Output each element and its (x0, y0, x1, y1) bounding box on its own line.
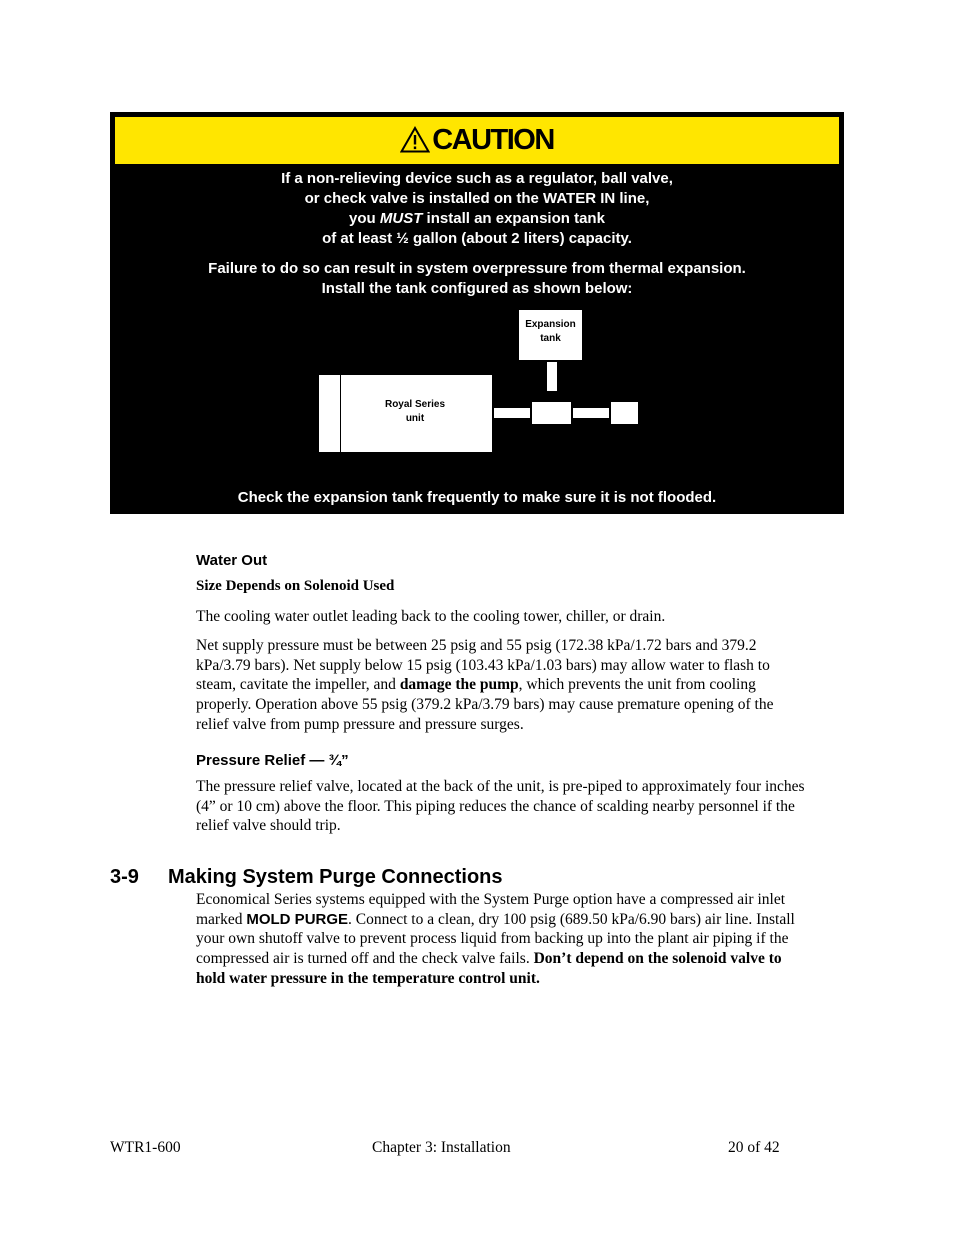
water-out-paragraph-1: The cooling water outlet leading back to the cooling tower, chiller, or drain. (196, 608, 666, 625)
pressure-relief-heading: Pressure Relief — ¾” (196, 752, 349, 769)
warning-triangle-icon (400, 126, 430, 153)
pipe-end-fitting (610, 401, 639, 425)
caution-title: CAUTION (432, 124, 554, 156)
water-out-paragraph-2: Net supply pressure must be between 25 psig and 55 psig (172.38 kPa/1.72 bars and 379.2 kPa/3.79 bars). Net supply below 15 psig (103.43 kPa/1.03 bars) may allow water to flash to steam, cavitate the impeller, and damage the pump, which prevents the unit from cooling properly. Operation above 55 psig (379.2 kPa/3.79 bars) may cause premature opening of the relief valve from pump pressure and pressure surges. (196, 637, 774, 733)
caution-banner (115, 117, 839, 164)
pipe-segment-right (572, 407, 610, 419)
damage-pump-emphasis: damage the pump (399, 676, 519, 694)
caution-bottom-note: Check the expansion tank frequently to make sure it is not flooded. (237, 489, 717, 506)
expansion-tank-label: Expansion tank (525, 319, 576, 344)
tank-riser-pipe (546, 361, 558, 392)
footer-chapter: Chapter 3: Installation (372, 1139, 511, 1156)
caution-line-5: Failure to do so can result in system overpressure from thermal expansion. (208, 260, 746, 277)
tee-fitting (531, 401, 572, 425)
section-title: Making System Purge Connections (168, 866, 503, 888)
caution-line-3: you MUST install an expansion tank (349, 210, 605, 227)
section-number: 3-9 (110, 866, 139, 888)
water-out-heading: Water Out (196, 552, 268, 569)
caution-line-2: or check valve is installed on the WATER IN line, (304, 190, 650, 207)
caution-line-1: If a non-relieving device such as a regulator, ball valve, (281, 170, 673, 187)
pressure-relief-paragraph: The pressure relief valve, located at the back of the unit, is pre-piped to approximately four inches (4” or 10 cm) above the floor. This piping reduces the chance of scalding nearby personnel if the relief valve should trip. (196, 778, 805, 835)
royal-series-unit-label: Royal Series unit (384, 399, 446, 424)
water-out-subheading: Size Depends on Solenoid Used (196, 578, 395, 594)
caution-box (110, 112, 844, 514)
caution-line-6: Install the tank configured as shown below: (321, 280, 633, 297)
unit-divider-line (340, 375, 341, 452)
section-paragraph: Economical Series systems equipped with the System Purge option have a compressed air inlet marked MOLD PURGE. Connect to a clean, dry 100 psig (689.50 kPa/6.90 bars) air line. Install your own shutoff valve to prevent process liquid from backing up into the plant air piping if the compressed air is turned off and the check valve fails. Don’t depend on the solenoid valve to hold water pressure in the temperature control unit. (196, 891, 795, 987)
caution-line-4: of at least ½ gallon (about 2 liters) capacity. (322, 230, 632, 247)
footer-page-number: 20 of 42 (728, 1139, 780, 1156)
pipe-segment-left (493, 407, 531, 419)
caution-must-emphasis: MUST (379, 210, 423, 227)
mold-purge-label: MOLD PURGE (246, 910, 349, 928)
footer-doc-id: WTR1-600 (110, 1139, 181, 1156)
expansion-tank-box (518, 309, 583, 361)
royal-series-unit-box (318, 374, 493, 453)
